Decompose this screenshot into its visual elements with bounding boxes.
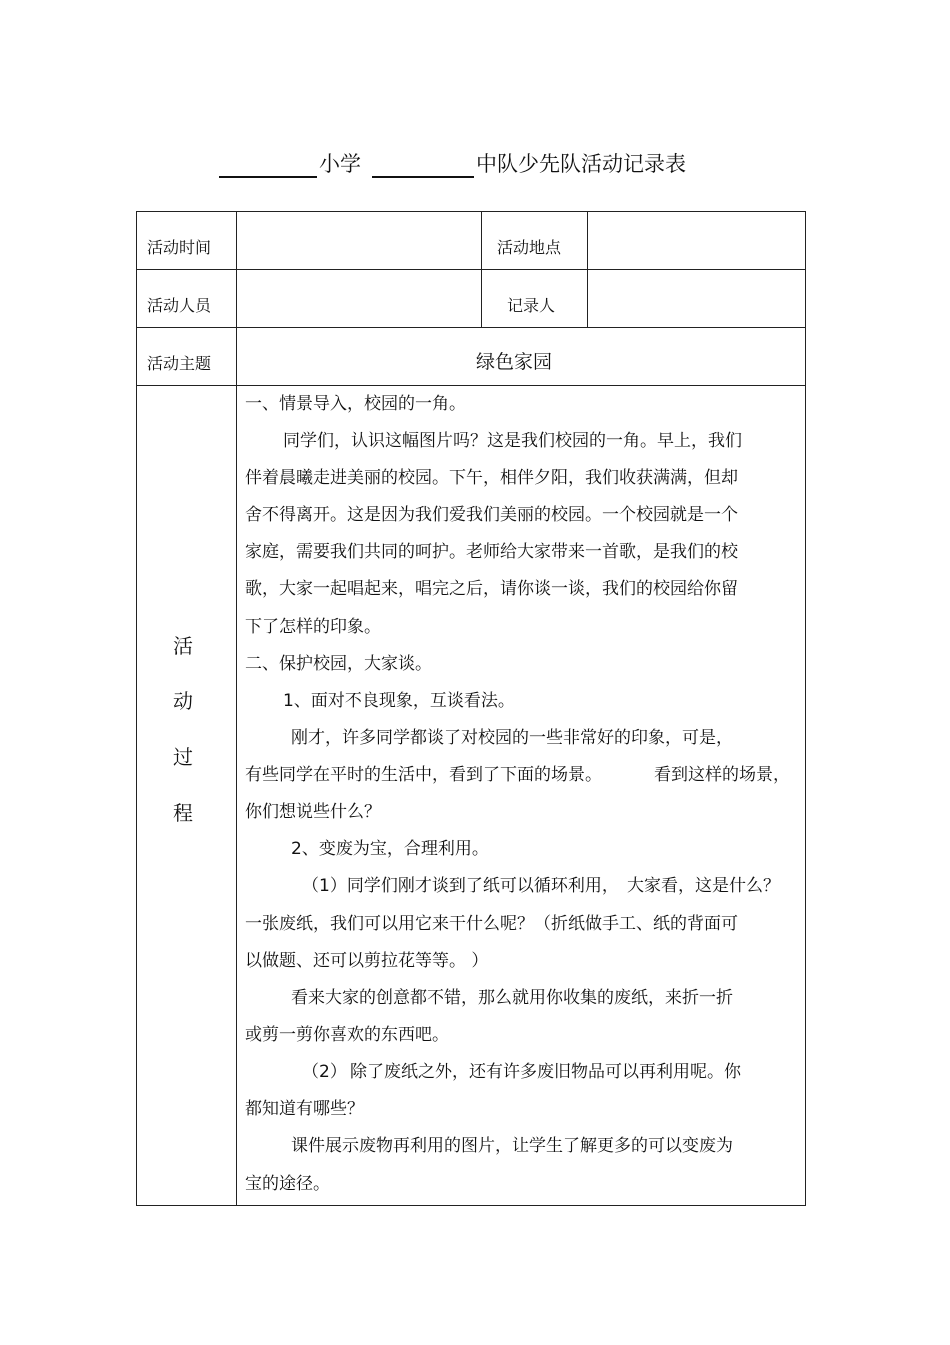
squadron-name-blank[interactable]: [372, 176, 474, 178]
table-border-right: [805, 211, 806, 1206]
activity-process-label-char: 过: [173, 745, 193, 769]
process-line: 1、面对不良现象，互谈看法。: [283, 691, 515, 711]
process-line: 下了怎样的印象。: [245, 617, 381, 637]
table-border-left: [136, 211, 137, 1206]
activity-people-label: 活动人员: [147, 296, 212, 315]
form-title: [0, 148, 950, 182]
activity-place-field[interactable]: [588, 212, 805, 269]
process-line: （1）同学们刚才谈到了纸可以循环利用，: [302, 876, 619, 896]
activity-time-field[interactable]: [237, 212, 481, 269]
process-line: 都知道有哪些？: [245, 1099, 364, 1119]
process-line: 刚才，许多同学都谈了对校园的一些非常好的印象，可是，: [291, 728, 733, 748]
process-line: 有些同学在平时的生活中，看到了下面的场景。: [245, 765, 602, 785]
process-line: 一张废纸，我们可以用它来干什么呢？（折纸做手工、纸的背面可: [245, 914, 738, 934]
activity-theme-label: 活动主题: [147, 354, 212, 373]
title-main: 中队少先队活动记录表: [476, 152, 686, 176]
process-line: 看到这样的场景，: [654, 765, 790, 785]
process-line: 大家看，这是什么？: [627, 876, 780, 896]
title-school-suffix: 小学: [319, 152, 361, 176]
table-col-divider: [236, 211, 237, 1206]
process-line: 课件展示废物再利用的图片，让学生了解更多的可以变废为: [291, 1136, 733, 1156]
activity-process-label-char: 程: [173, 801, 193, 825]
process-line: 歌，大家一起唱起来，唱完之后，请你谈一谈，我们的校园给你留: [245, 579, 738, 599]
process-line: 你们想说些什么？: [245, 802, 381, 822]
process-line: 宝的途径。: [245, 1174, 330, 1194]
process-line: 家庭，需要我们共同的呵护。老师给大家带来一首歌，是我们的校: [245, 542, 738, 562]
table-col-divider: [481, 211, 482, 328]
activity-time-label: 活动时间: [147, 238, 212, 257]
recorder-field[interactable]: [588, 270, 805, 327]
process-line: 二、保护校园，大家谈。: [245, 654, 432, 674]
recorder-label: 记录人: [507, 296, 556, 315]
activity-place-label: 活动地点: [497, 238, 562, 257]
activity-process-label-char: 活: [173, 634, 193, 658]
process-line: 除了废纸之外，还有许多废旧物品可以再利用呢。你: [350, 1062, 741, 1082]
activity-process-label-char: 动: [173, 689, 193, 713]
process-line: 伴着晨曦走进美丽的校园。下午，相伴夕阳，我们收获满满，但却: [245, 468, 738, 488]
activity-theme-value: 绿色家园: [476, 351, 553, 373]
process-line: 看来大家的创意都不错，那么就用你收集的废纸，来折一折: [291, 988, 733, 1008]
process-line: 以做题、还可以剪拉花等等。 ）: [245, 951, 489, 971]
activity-people-field[interactable]: [237, 270, 481, 327]
process-line: 2、变废为宝，合理利用。: [291, 839, 489, 859]
process-line: 同学们，认识这幅图片吗？这是我们校园的一角。早上，我们: [283, 431, 742, 451]
school-name-blank[interactable]: [219, 176, 317, 178]
process-line: 或剪一剪你喜欢的东西吧。: [245, 1025, 449, 1045]
process-line: 一、情景导入，校园的一角。: [245, 394, 466, 414]
process-line: 舍不得离开。这是因为我们爱我们美丽的校园。一个校园就是一个: [245, 505, 738, 525]
process-line: （2）: [302, 1062, 347, 1082]
